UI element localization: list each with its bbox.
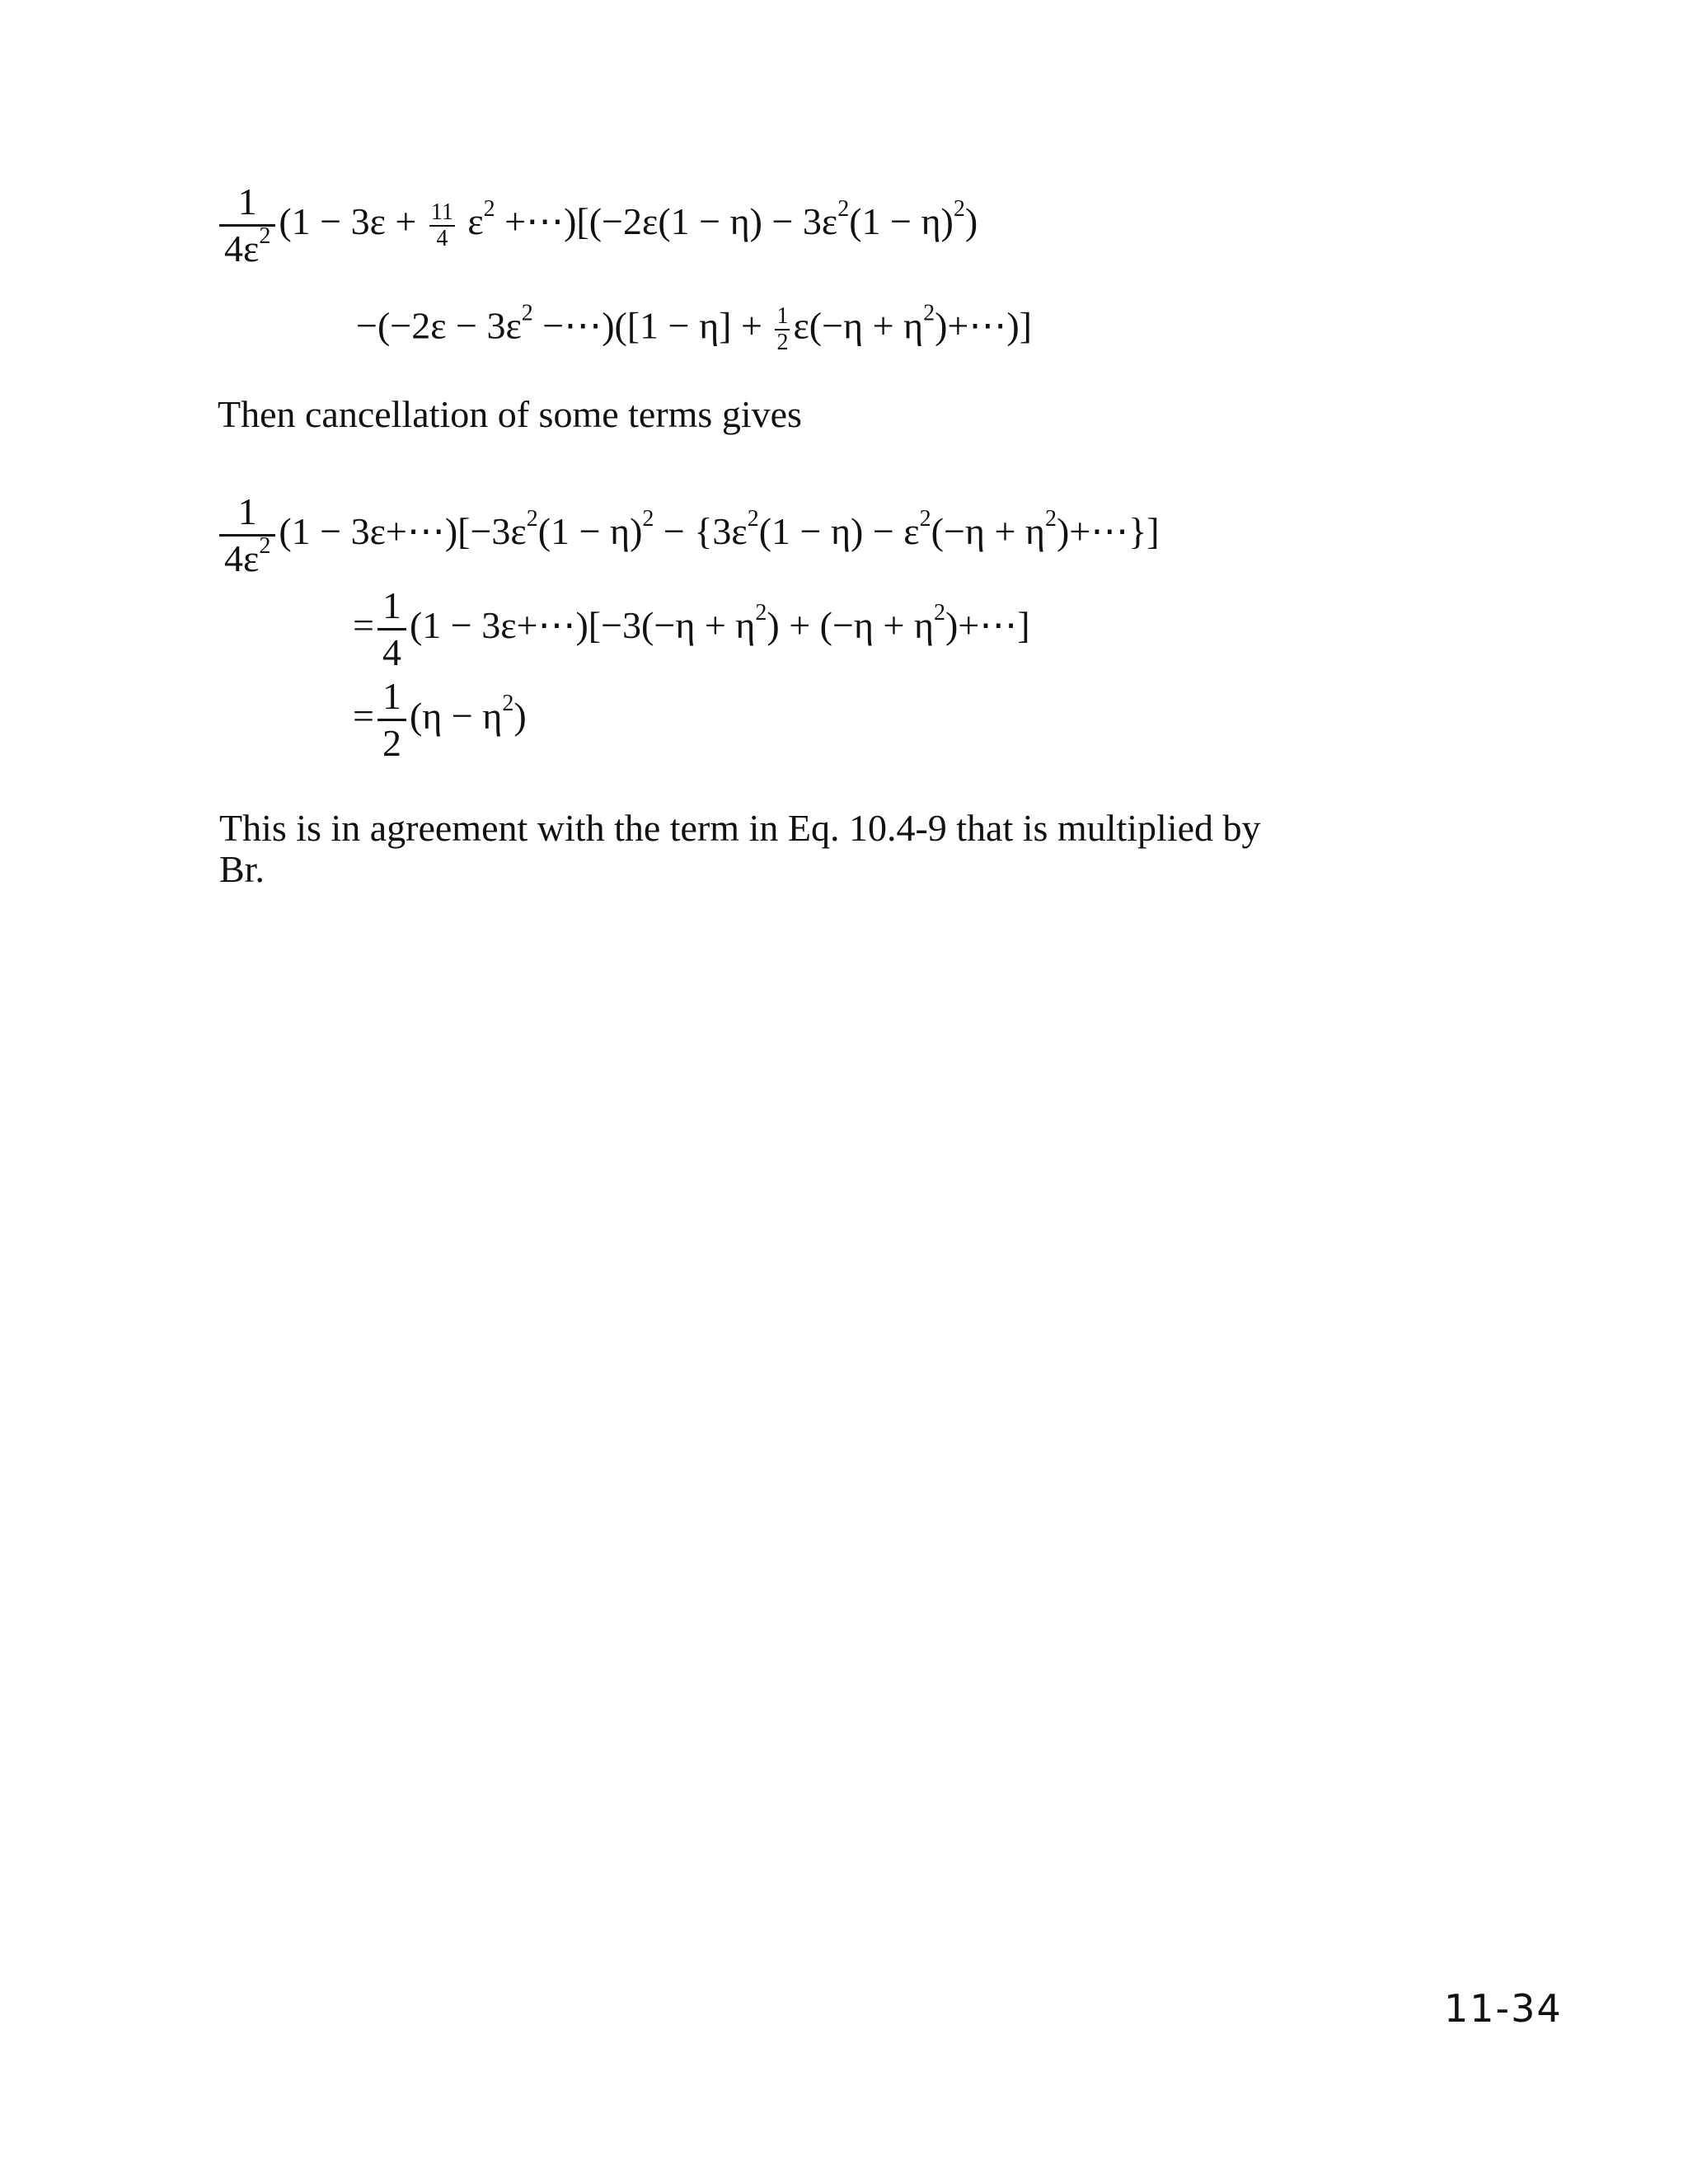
quarter-fraction: $\frac{1}{4}$	[377, 587, 406, 672]
fraction-numerator: 1	[219, 493, 275, 537]
paragraph-agreement-line-1: This is in agreement with the term in Eq. 10.4-9 that is multiplied by	[219, 807, 1261, 849]
page-number: 11-34	[1444, 1986, 1563, 2031]
equation-1-line-2: $-(-2\varepsilon - 3\varepsilon^2$ −⋯)([1 − η] + $\frac{1}{2}$ $\varepsilon(-\eta + \eta^2)+\cdots$)]	[356, 300, 1032, 355]
paragraph-cancellation: Then cancellation of some terms gives	[218, 393, 802, 435]
equation-2-line-2: = $\frac{1}{4}$ (1 − 3ε+⋯)[−3(−η + $\eta^2) + (-\eta$ + $\eta^2)+\cdots$]	[353, 584, 1030, 673]
paragraph-agreement	[219, 808, 1456, 890]
equation-1-small-fraction: $\frac{11}{4}$	[430, 199, 453, 251]
fraction-denominator: $4\varepsilon^2$	[224, 533, 271, 579]
equation-1-line-1: $\frac{1}{4\varepsilon^2}$ (1 − 3ε + $\frac{11}{4}$ $\varepsilon^2$ +⋯)[(−2ε(1 − $\eta) - 3\varepsilon^2(1 - \eta)^2$)	[216, 183, 978, 268]
fraction-denominator: $4\varepsilon^2$	[224, 223, 271, 269]
paragraph-agreement-line-2: Br.	[219, 848, 265, 890]
equation-1-fraction	[219, 180, 275, 269]
fraction-numerator: 1	[219, 183, 275, 227]
equation-2-fraction	[219, 490, 275, 579]
half-fraction: $\frac{1}{2}$	[377, 677, 406, 762]
equation-2-line-1: $\frac{1}{4\varepsilon^2}$ $(1 - 3\varepsilon+\cdots)[-3\varepsilon^2(1 - \eta)^2 - \{3\varepsilon^2(1 - \eta) - \varepsilon^2(-\eta$ + $\eta^2)+\cdots$}]	[216, 493, 1160, 578]
equation-2-line-3: = $\frac{1}{2}$ $(\eta - \eta^2)$	[353, 675, 527, 764]
equation-1-half-fraction: $\frac{1}{2}$	[776, 303, 789, 355]
equation-1-term: (1 − 3ε +	[279, 200, 426, 243]
